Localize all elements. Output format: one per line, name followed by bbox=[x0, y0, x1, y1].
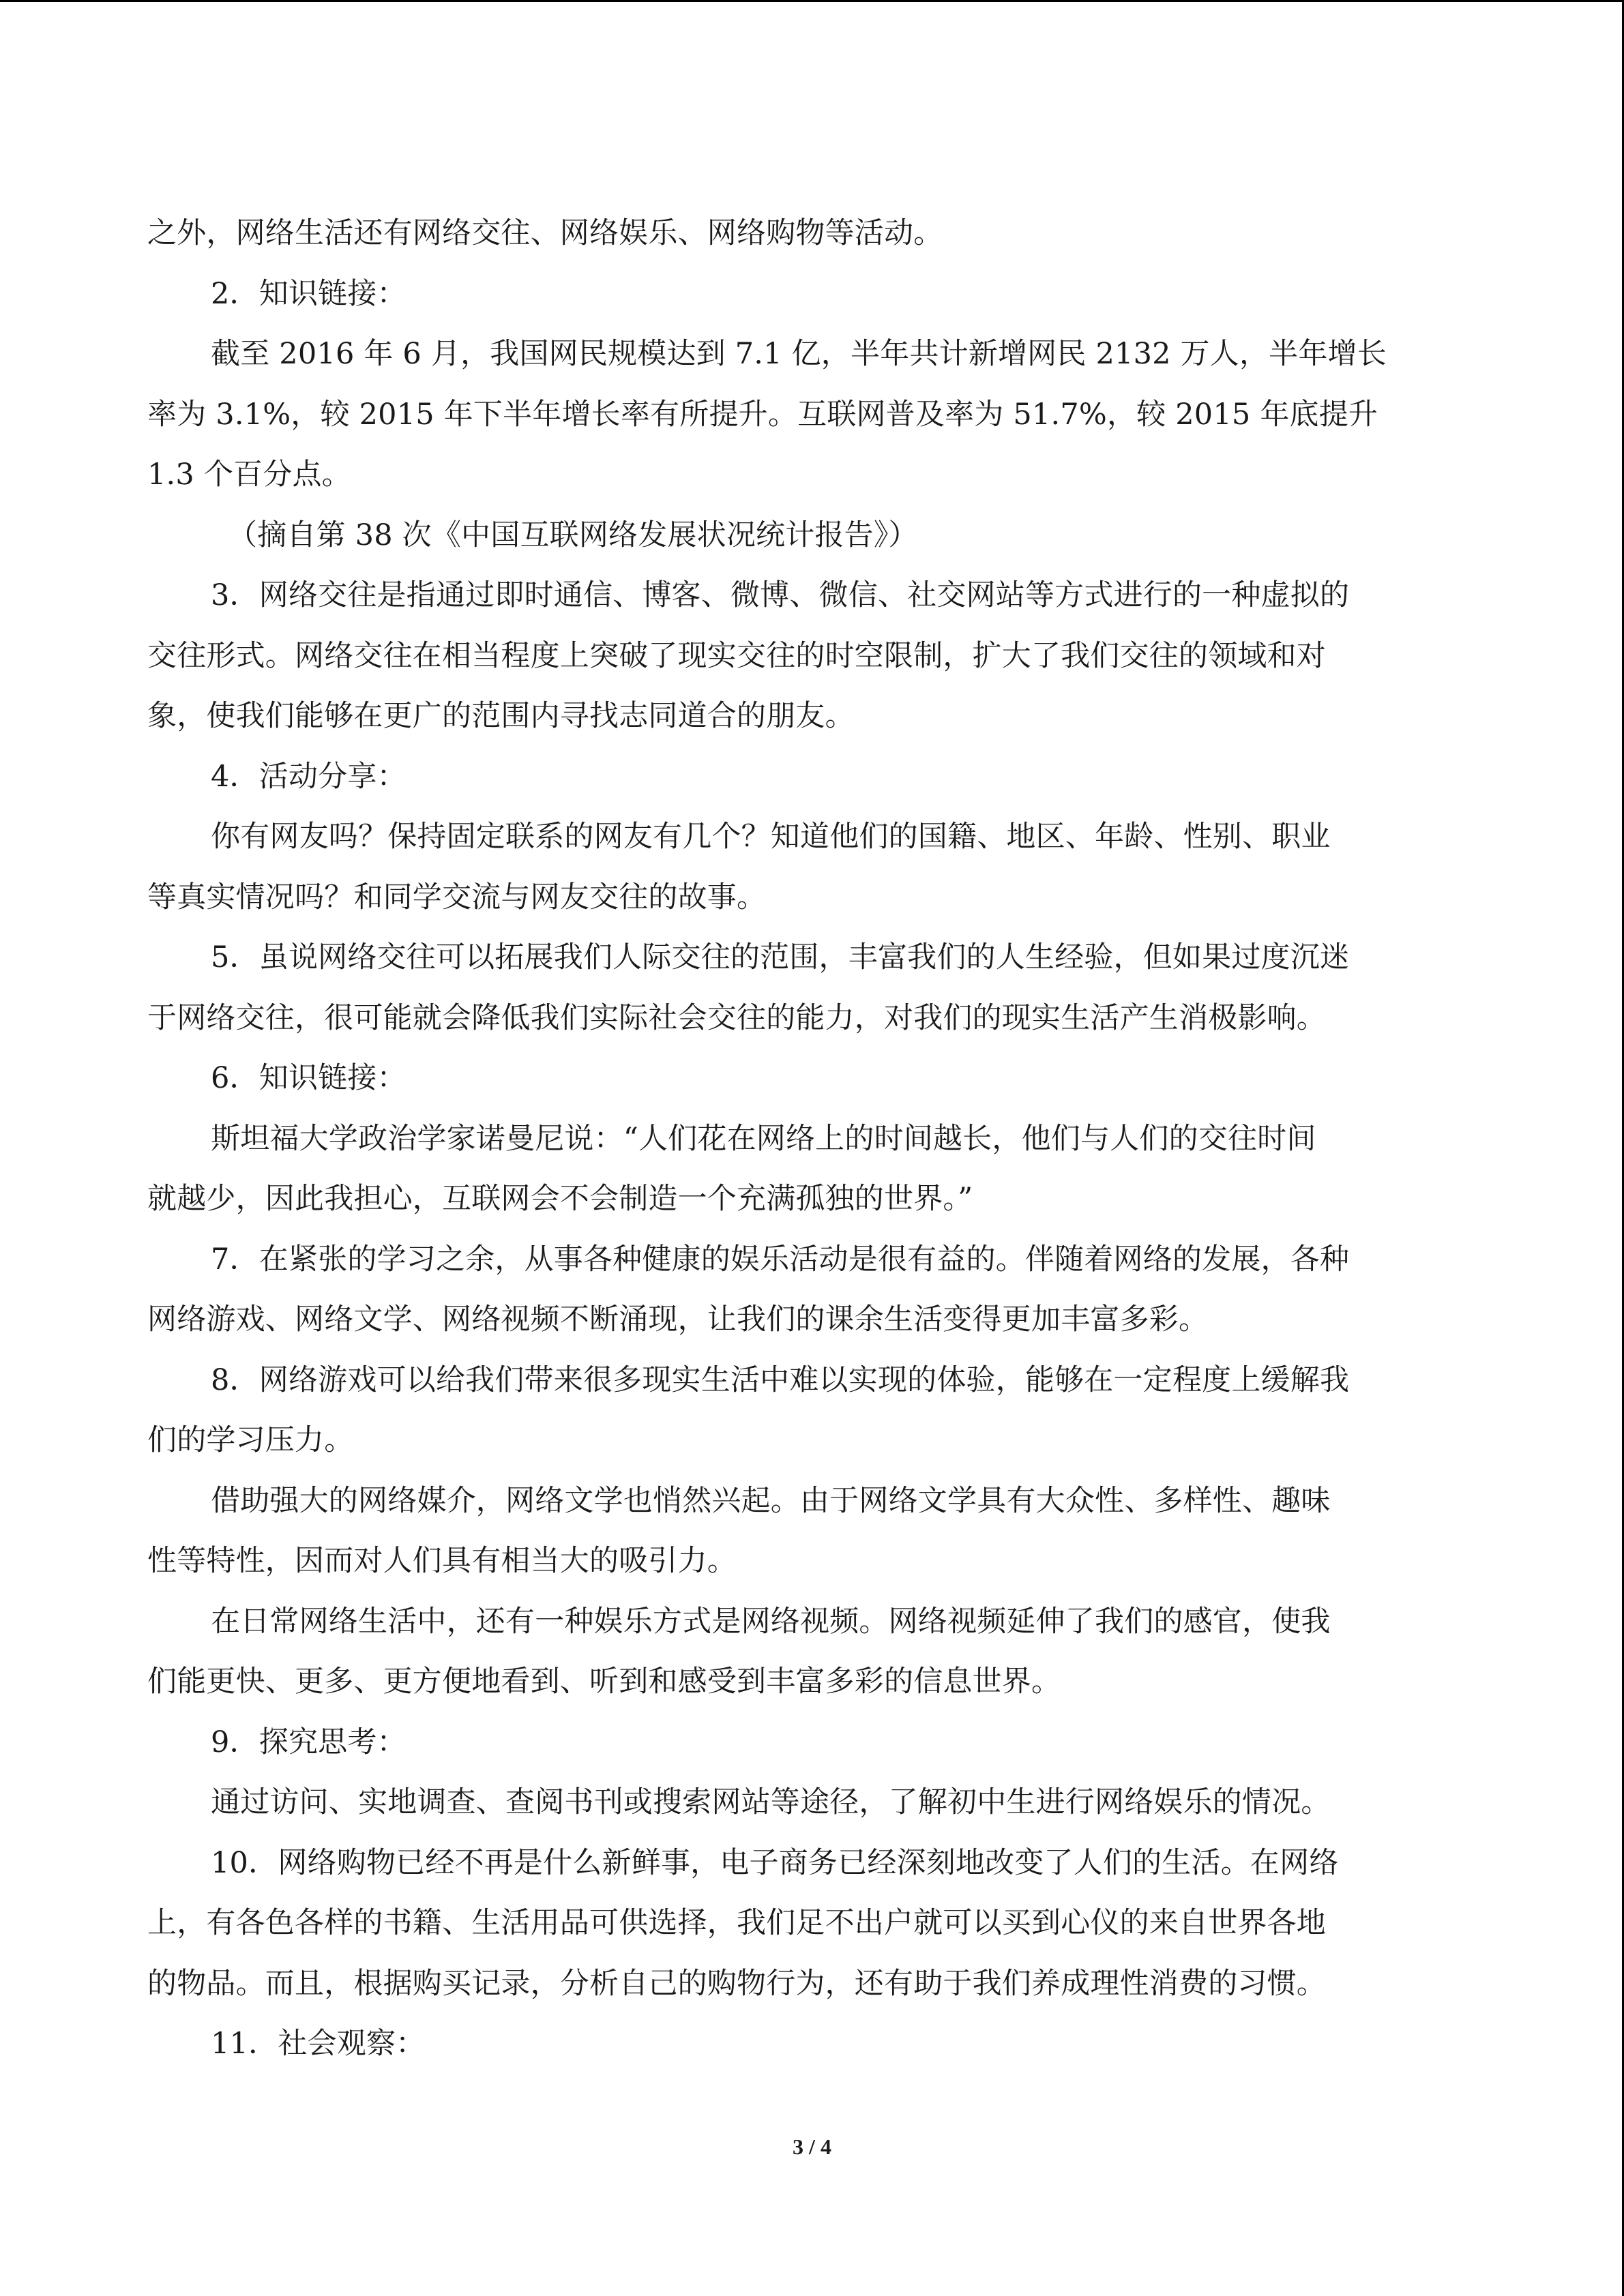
item-10-line-3: 的物品。而且，根据购买记录，分析自己的购物行为，还有助于我们养成理性消费的习惯。 bbox=[147, 1966, 1326, 2001]
item-10-line-2: 上，有各色各样的书籍、生活用品可供选择，我们足不出户就可以买到心仪的来自世界各地 bbox=[147, 1906, 1326, 1940]
item-6-heading: 6．知识链接： bbox=[211, 1061, 407, 1095]
item-5-line-2: 于网络交往，很可能就会降低我们实际社会交往的能力，对我们的现实生活产生消极影响。 bbox=[147, 1000, 1326, 1035]
item-8-line-1: 8．网络游戏可以给我们带来很多现实生活中难以实现的体验，能够在一定程度上缓解我 bbox=[211, 1362, 1350, 1397]
online-literature-line-1: 借助强大的网络媒介，网络文学也悄然兴起。由于网络文学具有大众性、多样性、趣味 bbox=[211, 1483, 1331, 1518]
statistics-paragraph-line-3: 1.3 个百分点。 bbox=[147, 458, 351, 492]
online-literature-line-2: 性等特性，因而对人们具有相当大的吸引力。 bbox=[147, 1544, 737, 1578]
item-3-line-1: 3．网络交往是指通过即时通信、博客、微博、微信、社交网站等方式进行的一种虚拟的 bbox=[211, 578, 1350, 612]
online-video-line-1: 在日常网络生活中，还有一种娱乐方式是网络视频。网络视频延伸了我们的感官，使我 bbox=[211, 1604, 1331, 1639]
statistics-paragraph-line-1: 截至 2016 年 6 月，我国网民规模达到 7.1 亿，半年共计新增网民 2132 万人，半年增长 bbox=[211, 337, 1387, 371]
paragraph-continuation-line: 之外，网络生活还有网络交往、网络娱乐、网络购物等活动。 bbox=[147, 216, 943, 250]
item-8-line-2: 们的学习压力。 bbox=[147, 1423, 354, 1457]
item-2-heading: 2．知识链接： bbox=[211, 276, 407, 311]
item-10-line-1: 10．网络购物已经不再是什么新鲜事，电子商务已经深刻地改变了人们的生活。在网络 bbox=[211, 1845, 1339, 1880]
item-5-line-1: 5．虽说网络交往可以拓展我们人际交往的范围，丰富我们的人生经验，但如果过度沉迷 bbox=[211, 940, 1350, 974]
item-3-line-3: 象，使我们能够在更广的范围内寻找志同道合的朋友。 bbox=[147, 699, 855, 733]
item-9-heading: 9．探究思考： bbox=[211, 1725, 407, 1759]
item-7-line-1: 7．在紧张的学习之余，从事各种健康的娱乐活动是很有益的。伴随着网络的发展，各种 bbox=[211, 1242, 1350, 1277]
online-video-line-2: 们能更快、更多、更方便地看到、听到和感受到丰富多彩的信息世界。 bbox=[147, 1665, 1061, 1699]
activity-questions-line-1: 你有网友吗？保持固定联系的网友有几个？知道他们的国籍、地区、年龄、性别、职业 bbox=[211, 820, 1331, 854]
item-3-line-2: 交往形式。网络交往在相当程度上突破了现实交往的时空限制，扩大了我们交往的领域和对 bbox=[147, 638, 1326, 673]
activity-questions-line-2: 等真实情况吗？和同学交流与网友交往的故事。 bbox=[147, 880, 767, 914]
source-citation: （摘自第 38 次《中国互联网络发展状况统计报告》） bbox=[228, 518, 918, 552]
document-body bbox=[147, 203, 1481, 2074]
inquiry-task-line: 通过访问、实地调查、查阅书刊或搜索网站等途径，了解初中生进行网络娱乐的情况。 bbox=[211, 1785, 1331, 1819]
page-frame-top-border bbox=[0, 0, 1624, 2]
item-11-heading: 11．社会观察： bbox=[211, 2027, 426, 2061]
item-4-heading: 4．活动分享： bbox=[211, 759, 407, 794]
item-7-line-2: 网络游戏、网络文学、网络视频不断涌现，让我们的课余生活变得更加丰富多彩。 bbox=[147, 1302, 1209, 1337]
quote-line-1: 斯坦福大学政治学家诺曼尼说：“人们花在网络上的时间越长，他们与人们的交往时间 bbox=[211, 1121, 1316, 1156]
quote-line-2: 就越少，因此我担心，互联网会不会制造一个充满孤独的世界。” bbox=[147, 1182, 973, 1216]
page-number: 3 / 4 bbox=[793, 2134, 831, 2159]
statistics-paragraph-line-2: 率为 3.1%，较 2015 年下半年增长率有所提升。互联网普及率为 51.7%，较 2015 年底提升 bbox=[147, 397, 1378, 432]
